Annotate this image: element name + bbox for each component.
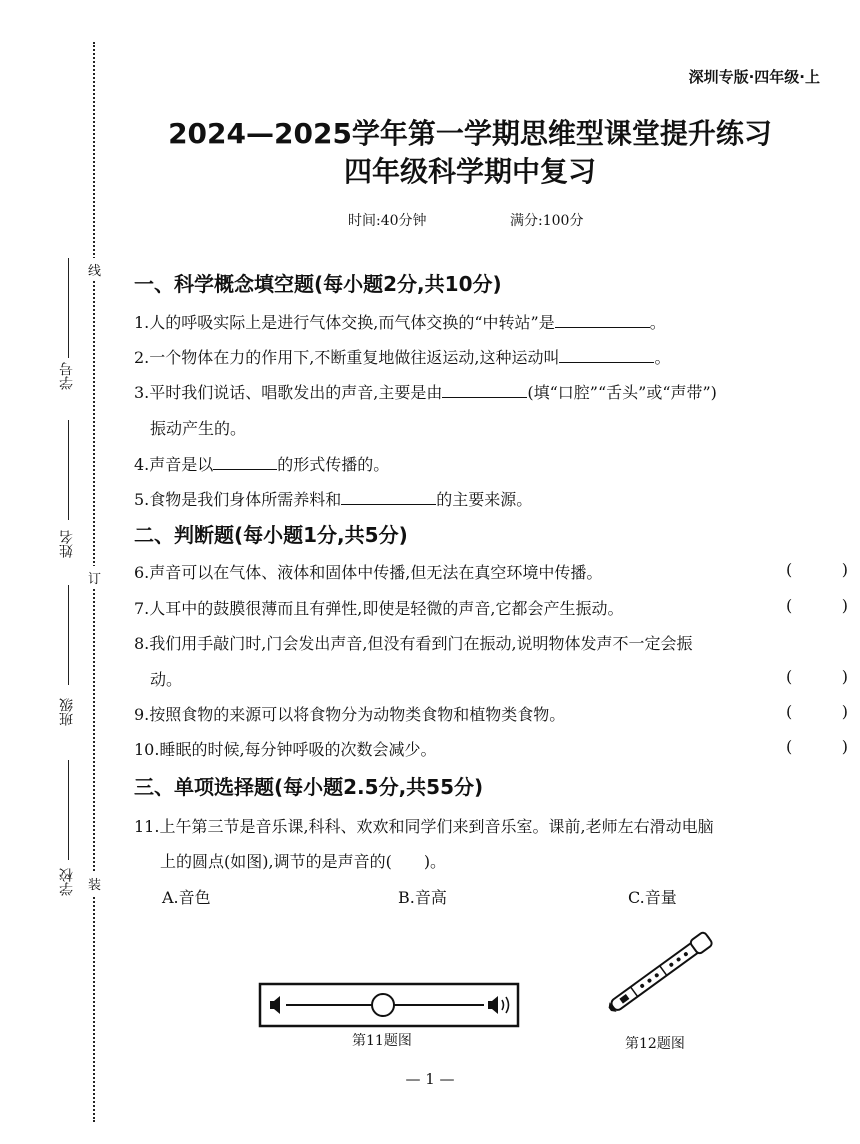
school-line [68,760,69,860]
edition-label: 深圳专版·四年级·上 [688,68,820,86]
question-8: 8.我们用手敲门时,门会发出声音,但没有看到门在振动,说明物体发声不一定会振 [134,634,693,653]
answer-parentheses[interactable]: ( ) [786,737,848,756]
section-heading-2: 二、判断题(每小题1分,共5分) [134,523,408,547]
question-11: 11.上午第三节是音乐课,科科、欢欢和同学们来到音乐室。课前,老师左右滑动电脑 [134,817,714,836]
bind-char-line: 线 [88,258,101,281]
student-id-label: 学号 [59,362,75,390]
volume-slider-figure [258,982,520,1028]
question-8-line2: 动。 [150,670,183,689]
question-text: 。 [654,348,671,367]
question-7: 7.人耳中的鼓膜很薄而且有弹性,即使是轻微的声音,它都会产生振动。 [134,599,624,618]
question-4 [134,452,389,475]
option-b[interactable]: B.音高 [398,888,447,907]
class-line [68,585,69,685]
answer-blank[interactable] [442,383,527,398]
question-6: 6.声音可以在气体、液体和固体中传播,但无法在真空环境中传播。 [134,563,603,582]
question-text: 1.人的呼吸实际上是进行气体交换,而气体交换的“中转站”是 [134,313,555,332]
class-label: 班级 [59,698,75,726]
question-3-line2: 振动产生的。 [150,419,247,438]
figure-12-caption: 第12题图 [625,1036,685,1052]
slider-knob[interactable] [372,994,394,1016]
recorder-icon [605,931,713,1016]
question-5 [134,487,532,510]
exam-time: 时间:40分钟 [348,213,427,229]
student-id-line [68,258,69,358]
question-text: 3.平时我们说话、唱歌发出的声音,主要是由 [134,383,443,402]
question-11-line2: 上的圆点(如图),调节的是声音的( )。 [160,852,447,871]
answer-blank[interactable] [555,313,650,328]
exam-score: 满分:100分 [510,213,584,229]
page-number: — 1 — [405,1070,455,1088]
question-text: 的形式传播的。 [277,455,390,474]
school-label: 学校 [59,868,75,896]
answer-parentheses[interactable]: ( ) [786,667,848,686]
question-1 [134,310,666,333]
bind-char-bind: 装 [88,872,101,895]
section-heading-3: 三、单项选择题(每小题2.5分,共55分) [134,775,484,799]
answer-blank[interactable] [341,490,436,505]
bind-char-staple: 订 [88,566,101,589]
name-line [68,420,69,520]
answer-blank[interactable] [213,455,277,470]
recorder-instrument-figure [598,920,728,1024]
answer-parentheses[interactable]: ( ) [786,596,848,615]
question-text: (填“口腔”“舌头”或“声带”) [527,383,717,402]
answer-parentheses[interactable]: ( ) [786,702,848,721]
answer-parentheses[interactable]: ( ) [786,560,848,579]
page-title: 2024—2025学年第一学期思维型课堂提升练习 [168,117,772,150]
question-2 [134,345,670,368]
question-text: 4.声音是以 [134,455,214,474]
answer-blank[interactable] [559,348,654,363]
section-heading-1: 一、科学概念填空题(每小题2分,共10分) [134,272,502,296]
page-subtitle: 四年级科学期中复习 [343,155,596,188]
question-9: 9.按照食物的来源可以将食物分为动物类食物和植物类食物。 [134,705,566,724]
question-text: 的主要来源。 [436,490,533,509]
figure-11-caption: 第11题图 [352,1033,412,1049]
name-label: 姓名 [59,530,75,558]
question-text: 5.食物是我们身体所需养料和 [134,490,342,509]
question-3 [134,380,717,403]
question-10: 10.睡眠的时候,每分钟呼吸的次数会减少。 [134,740,437,759]
option-c[interactable]: C.音量 [628,888,677,907]
question-text: 。 [649,313,666,332]
question-text: 2.一个物体在力的作用下,不断重复地做往返运动,这种运动叫 [134,348,560,367]
option-a[interactable]: A.音色 [162,888,211,907]
